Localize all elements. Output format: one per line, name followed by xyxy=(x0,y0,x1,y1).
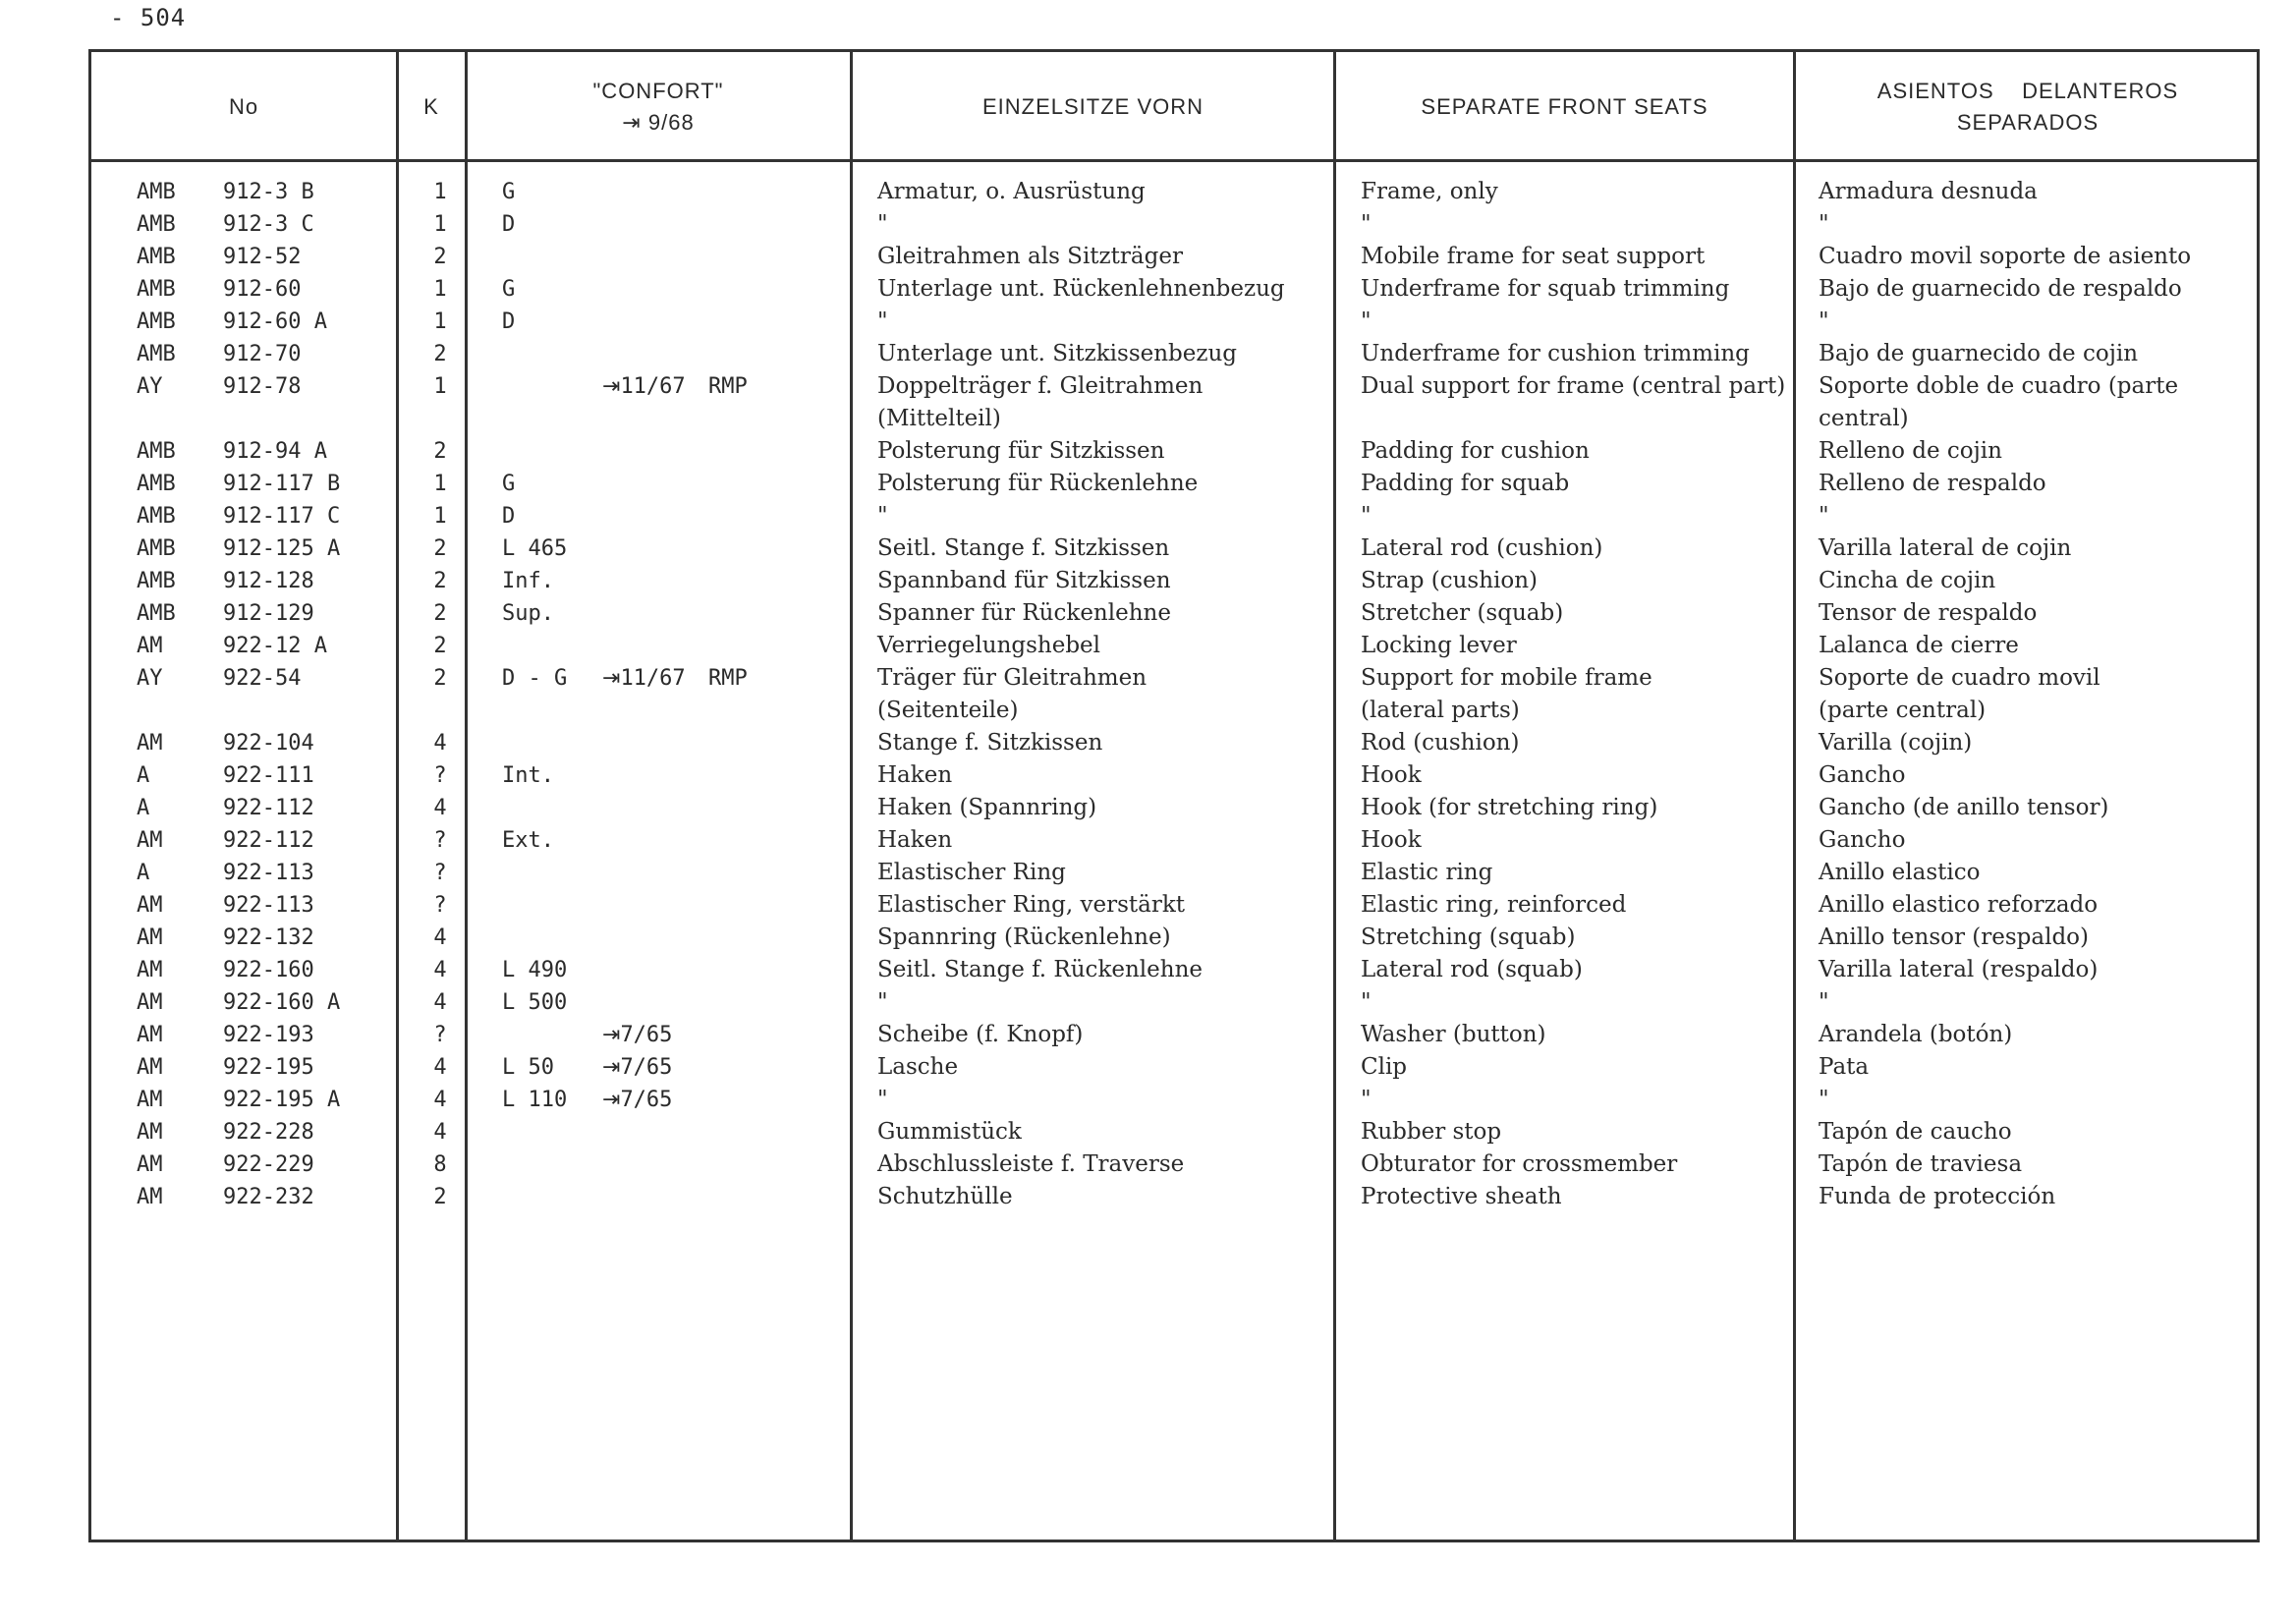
part-prefix: AM xyxy=(137,1185,163,1209)
table-row xyxy=(91,922,2257,954)
english-description: Protective sheath xyxy=(1361,1184,1562,1209)
quantity-k: 2 xyxy=(433,245,447,269)
english-description: Lateral rod (squab) xyxy=(1361,957,1583,982)
quantity-k: 1 xyxy=(433,309,447,334)
german-description: " xyxy=(877,211,888,237)
part-prefix: AMB xyxy=(137,342,176,366)
part-number: 922-113 xyxy=(223,893,314,918)
part-number: 922-112 xyxy=(223,796,314,820)
quantity-k: 4 xyxy=(433,1055,447,1080)
table-row xyxy=(91,695,2257,727)
part-number: 922-195 xyxy=(223,1055,314,1080)
confort-note: G xyxy=(502,180,516,204)
german-description: Elastischer Ring xyxy=(877,860,1066,885)
part-number: 912-94 A xyxy=(223,439,327,464)
part-prefix: AM xyxy=(137,1152,163,1177)
german-description: Spannband für Sitzkissen xyxy=(877,568,1171,593)
arrow-reference-icon: ⇥ xyxy=(602,666,621,691)
page-number: - 504 xyxy=(110,4,187,31)
confort-note: D xyxy=(502,504,516,529)
part-number: 912-129 xyxy=(223,601,314,626)
german-description: Polsterung für Sitzkissen xyxy=(877,438,1165,464)
part-number: 922-193 xyxy=(223,1023,314,1047)
english-description: Stretcher (squab) xyxy=(1361,600,1564,626)
english-description: " xyxy=(1361,1087,1372,1112)
spanish-description: Tensor de respaldo xyxy=(1819,600,2038,626)
table-row xyxy=(91,1148,2257,1181)
english-description: Stretching (squab) xyxy=(1361,924,1576,950)
german-description: Abschlussleiste f. Traverse xyxy=(877,1151,1185,1177)
part-number: 922-195 A xyxy=(223,1088,341,1112)
header-spanish-line1: ASIENTOS DELANTEROS xyxy=(1876,79,2179,103)
spanish-description: Varilla (cojin) xyxy=(1819,730,1973,756)
german-description: Spanner für Rückenlehne xyxy=(877,600,1171,626)
english-description: Hook xyxy=(1361,827,1422,853)
german-description: " xyxy=(877,503,888,529)
german-description: Gummistück xyxy=(877,1119,1022,1145)
spanish-description: Anillo elastico xyxy=(1819,860,1981,885)
quantity-k: 2 xyxy=(433,666,447,691)
german-description: Gleitrahmen als Sitzträger xyxy=(877,244,1183,269)
english-description: Elastic ring, reinforced xyxy=(1361,892,1627,918)
reference-date-value: 7/65 xyxy=(620,1088,673,1112)
part-prefix: AMB xyxy=(137,504,176,529)
part-prefix: AM xyxy=(137,731,163,756)
english-description: Elastic ring xyxy=(1361,860,1493,885)
header-spanish-line2: SEPARADOS xyxy=(1956,110,2100,135)
part-number: 922-104 xyxy=(223,731,314,756)
quantity-k: ? xyxy=(433,893,447,918)
english-description: Mobile frame for seat support xyxy=(1361,244,1706,269)
spanish-description: Bajo de guarnecido de cojin xyxy=(1819,341,2139,366)
header-confort-ref: 9/68 xyxy=(647,110,695,135)
part-number: 922-12 A xyxy=(223,634,327,658)
spanish-description: " xyxy=(1819,1087,1829,1112)
quantity-k: 4 xyxy=(433,731,447,756)
table-row xyxy=(91,403,2257,435)
part-number: 912-117 C xyxy=(223,504,341,529)
part-number: 912-78 xyxy=(223,374,302,399)
german-description: Haken (Spannring) xyxy=(877,795,1097,820)
header-confort xyxy=(467,52,850,162)
quantity-k: 4 xyxy=(433,1120,447,1145)
confort-note: Inf. xyxy=(502,569,554,593)
spanish-description: Anillo elastico reforzado xyxy=(1819,892,2099,918)
part-number: 922-111 xyxy=(223,763,314,788)
reference-date xyxy=(602,1051,672,1084)
spanish-description: Relleno de respaldo xyxy=(1819,471,2046,496)
german-description: Seitl. Stange f. Sitzkissen xyxy=(877,535,1170,561)
header-k xyxy=(398,52,465,162)
german-description: Unterlage unt. Sitzkissenbezug xyxy=(877,341,1238,366)
spanish-description: Gancho xyxy=(1819,762,1906,788)
part-number: 912-52 xyxy=(223,245,302,269)
spanish-description: Anillo tensor (respaldo) xyxy=(1819,924,2089,950)
english-description: Frame, only xyxy=(1361,179,1498,204)
confort-note: D xyxy=(502,212,516,237)
spanish-description: Cuadro movil soporte de asiento xyxy=(1819,244,2192,269)
english-description: Strap (cushion) xyxy=(1361,568,1539,593)
part-number: 922-229 xyxy=(223,1152,314,1177)
reference-date xyxy=(602,1019,672,1051)
table-row xyxy=(91,500,2257,532)
rmp-note: RMP xyxy=(708,374,748,399)
spanish-description: " xyxy=(1819,308,1829,334)
parts-table xyxy=(88,49,2260,1542)
english-description: " xyxy=(1361,989,1372,1015)
quantity-k: 4 xyxy=(433,958,447,982)
table-row xyxy=(91,824,2257,857)
german-description: Lasche xyxy=(877,1054,959,1080)
part-prefix: AM xyxy=(137,893,163,918)
header-confort-ref-line xyxy=(622,110,694,136)
quantity-k: 2 xyxy=(433,536,447,561)
quantity-k: 1 xyxy=(433,504,447,529)
table-row xyxy=(91,468,2257,500)
reference-date xyxy=(602,1084,672,1116)
english-description: Clip xyxy=(1361,1054,1408,1080)
english-description: Lateral rod (cushion) xyxy=(1361,535,1603,561)
german-description: Haken xyxy=(877,827,953,853)
part-number: 912-117 B xyxy=(223,472,341,496)
german-description: Scheibe (f. Knopf) xyxy=(877,1022,1084,1047)
table-row xyxy=(91,435,2257,468)
header-german xyxy=(853,52,1333,162)
reference-date-value: 11/67 xyxy=(620,666,686,691)
english-description: Locking lever xyxy=(1361,633,1517,658)
quantity-k: 8 xyxy=(433,1152,447,1177)
english-description: Underframe for squab trimming xyxy=(1361,276,1730,302)
confort-note: L 490 xyxy=(502,958,568,982)
english-description: Obturator for crossmember xyxy=(1361,1151,1678,1177)
part-prefix: AMB xyxy=(137,439,176,464)
quantity-k: 2 xyxy=(433,569,447,593)
quantity-k: ? xyxy=(433,1023,447,1047)
reference-date-value: 7/65 xyxy=(620,1023,673,1047)
spanish-description: (parte central) xyxy=(1819,698,1987,723)
table-row xyxy=(91,565,2257,597)
reference-date-value: 11/67 xyxy=(620,374,686,399)
part-prefix: AY xyxy=(137,374,163,399)
header-english-label: SEPARATE FRONT SEATS xyxy=(1421,94,1708,119)
english-description: " xyxy=(1361,211,1372,237)
quantity-k: 1 xyxy=(433,212,447,237)
header-german-label: EINZELSITZE VORN xyxy=(981,94,1204,119)
spanish-description: Tapón de caucho xyxy=(1819,1119,2012,1145)
arrow-reference-icon: ⇥ xyxy=(602,1055,621,1080)
confort-note: G xyxy=(502,472,516,496)
quantity-k: ? xyxy=(433,763,447,788)
quantity-k: 2 xyxy=(433,1185,447,1209)
part-prefix: AM xyxy=(137,1088,163,1112)
table-row xyxy=(91,727,2257,759)
spanish-description: Lalanca de cierre xyxy=(1819,633,2019,658)
part-prefix: AMB xyxy=(137,180,176,204)
english-description: (lateral parts) xyxy=(1361,698,1520,723)
english-description: Rubber stop xyxy=(1361,1119,1502,1145)
table-row xyxy=(91,954,2257,986)
table-row xyxy=(91,241,2257,273)
confort-note: G xyxy=(502,277,516,302)
spanish-description: Armadura desnuda xyxy=(1819,179,2038,204)
english-description: Dual support for frame (central part) xyxy=(1361,373,1786,399)
german-description: (Seitenteile) xyxy=(877,698,1019,723)
english-description: Underframe for cushion trimming xyxy=(1361,341,1750,366)
quantity-k: 2 xyxy=(433,601,447,626)
confort-note: L 50 xyxy=(502,1055,554,1080)
part-prefix: AM xyxy=(137,634,163,658)
rmp-note: RMP xyxy=(708,666,748,691)
part-prefix: AMB xyxy=(137,212,176,237)
table-row xyxy=(91,306,2257,338)
part-prefix: AM xyxy=(137,1055,163,1080)
part-number: 922-132 xyxy=(223,925,314,950)
part-prefix: AM xyxy=(137,1120,163,1145)
part-number: 922-113 xyxy=(223,861,314,885)
quantity-k: 2 xyxy=(433,439,447,464)
spanish-description: " xyxy=(1819,989,1829,1015)
quantity-k: 1 xyxy=(433,374,447,399)
reference-date-value: 7/65 xyxy=(620,1055,673,1080)
german-description: Schutzhülle xyxy=(877,1184,1013,1209)
german-description: " xyxy=(877,1087,888,1112)
part-number: 912-125 A xyxy=(223,536,341,561)
confort-note: Sup. xyxy=(502,601,554,626)
part-prefix: AMB xyxy=(137,569,176,593)
part-number: 922-112 xyxy=(223,828,314,853)
part-prefix: AMB xyxy=(137,245,176,269)
part-number: 922-228 xyxy=(223,1120,314,1145)
table-row xyxy=(91,1019,2257,1051)
table-row xyxy=(91,1084,2257,1116)
quantity-k: 2 xyxy=(433,342,447,366)
german-description: Träger für Gleitrahmen xyxy=(877,665,1148,691)
german-description: Armatur, o. Ausrüstung xyxy=(877,179,1146,204)
part-prefix: AM xyxy=(137,828,163,853)
spanish-description: Gancho xyxy=(1819,827,1906,853)
table-row xyxy=(91,176,2257,208)
confort-note: L 500 xyxy=(502,990,568,1015)
part-number: 912-60 xyxy=(223,277,302,302)
table-row xyxy=(91,338,2257,370)
spanish-description: Relleno de cojin xyxy=(1819,438,2002,464)
header-spanish xyxy=(1796,52,2260,162)
part-number: 912-3 C xyxy=(223,212,314,237)
part-number: 922-160 A xyxy=(223,990,341,1015)
quantity-k: 4 xyxy=(433,925,447,950)
part-prefix: AM xyxy=(137,958,163,982)
part-prefix: AMB xyxy=(137,601,176,626)
spanish-description: Varilla lateral (respaldo) xyxy=(1819,957,2099,982)
table-row xyxy=(91,857,2257,889)
table-row xyxy=(91,1051,2257,1084)
confort-note: L 110 xyxy=(502,1088,568,1112)
spanish-description: " xyxy=(1819,211,1829,237)
english-description: Hook (for stretching ring) xyxy=(1361,795,1658,820)
part-number: 912-70 xyxy=(223,342,302,366)
german-description: Elastischer Ring, verstärkt xyxy=(877,892,1186,918)
part-prefix: AM xyxy=(137,990,163,1015)
table-row xyxy=(91,273,2257,306)
part-prefix: AM xyxy=(137,1023,163,1047)
german-description: (Mittelteil) xyxy=(877,406,1001,431)
german-description: " xyxy=(877,989,888,1015)
confort-note: D - G xyxy=(502,666,568,691)
german-description: Polsterung für Rückenlehne xyxy=(877,471,1199,496)
table-row xyxy=(91,370,2257,403)
table-row xyxy=(91,532,2257,565)
header-confort-label: "CONFORT" xyxy=(592,79,724,103)
table-row xyxy=(91,597,2257,630)
part-prefix: AM xyxy=(137,925,163,950)
confort-note: Int. xyxy=(502,763,554,788)
part-prefix: AMB xyxy=(137,277,176,302)
part-number: 912-60 A xyxy=(223,309,327,334)
spanish-description: central) xyxy=(1819,406,1909,431)
german-description: Haken xyxy=(877,762,953,788)
english-description: Washer (button) xyxy=(1361,1022,1546,1047)
english-description: " xyxy=(1361,503,1372,529)
table-row xyxy=(91,759,2257,792)
english-description: Rod (cushion) xyxy=(1361,730,1520,756)
quantity-k: 2 xyxy=(433,634,447,658)
table-row xyxy=(91,889,2257,922)
spanish-description: " xyxy=(1819,503,1829,529)
part-prefix: A xyxy=(137,861,150,885)
part-number: 912-128 xyxy=(223,569,314,593)
english-description: " xyxy=(1361,308,1372,334)
table-row xyxy=(91,630,2257,662)
part-number: 922-232 xyxy=(223,1185,314,1209)
part-prefix: AMB xyxy=(137,472,176,496)
quantity-k: 1 xyxy=(433,180,447,204)
spanish-description: Gancho (de anillo tensor) xyxy=(1819,795,2109,820)
spanish-description: Soporte de cuadro movil xyxy=(1819,665,2100,691)
table-row xyxy=(91,986,2257,1019)
reference-date xyxy=(602,370,686,403)
quantity-k: 4 xyxy=(433,1088,447,1112)
table-row xyxy=(91,792,2257,824)
part-prefix: AY xyxy=(137,666,163,691)
table-row xyxy=(91,1181,2257,1213)
part-prefix: AMB xyxy=(137,309,176,334)
spanish-description: Varilla lateral de cojin xyxy=(1819,535,2072,561)
german-description: " xyxy=(877,308,888,334)
quantity-k: ? xyxy=(433,861,447,885)
confort-note: D xyxy=(502,309,516,334)
spanish-description: Funda de protección xyxy=(1819,1184,2056,1209)
arrow-reference-icon: ⇥ xyxy=(622,111,642,136)
part-prefix: AMB xyxy=(137,536,176,561)
german-description: Spannring (Rückenlehne) xyxy=(877,924,1171,950)
german-description: Verriegelungshebel xyxy=(877,633,1101,658)
german-description: Unterlage unt. Rückenlehnenbezug xyxy=(877,276,1285,302)
arrow-reference-icon: ⇥ xyxy=(602,1023,621,1047)
spanish-description: Tapón de traviesa xyxy=(1819,1151,2023,1177)
english-description: Padding for cushion xyxy=(1361,438,1590,464)
spanish-description: Arandela (botón) xyxy=(1819,1022,2013,1047)
header-english xyxy=(1336,52,1793,162)
arrow-reference-icon: ⇥ xyxy=(602,1088,621,1112)
table-row xyxy=(91,662,2257,695)
spanish-description: Soporte doble de cuadro (parte xyxy=(1819,373,2179,399)
table-row xyxy=(91,1116,2257,1148)
part-number: 912-3 B xyxy=(223,180,314,204)
part-prefix: A xyxy=(137,796,150,820)
german-description: Stange f. Sitzkissen xyxy=(877,730,1103,756)
confort-note: Ext. xyxy=(502,828,554,853)
spanish-description: Bajo de guarnecido de respaldo xyxy=(1819,276,2182,302)
quantity-k: 4 xyxy=(433,990,447,1015)
german-description: Seitl. Stange f. Rückenlehne xyxy=(877,957,1204,982)
english-description: Hook xyxy=(1361,762,1422,788)
table-row xyxy=(91,208,2257,241)
part-prefix: A xyxy=(137,763,150,788)
header-no xyxy=(91,52,396,162)
header-no-label: No xyxy=(228,94,259,119)
part-number: 922-160 xyxy=(223,958,314,982)
spanish-description: Cincha de cojin xyxy=(1819,568,1996,593)
confort-note: L 465 xyxy=(502,536,568,561)
quantity-k: 4 xyxy=(433,796,447,820)
quantity-k: ? xyxy=(433,828,447,853)
table-header xyxy=(91,52,2257,162)
english-description: Support for mobile frame xyxy=(1361,665,1652,691)
arrow-reference-icon: ⇥ xyxy=(602,374,621,399)
german-description: Doppelträger f. Gleitrahmen xyxy=(877,373,1204,399)
spanish-description: Pata xyxy=(1819,1054,1870,1080)
part-number: 922-54 xyxy=(223,666,302,691)
quantity-k: 1 xyxy=(433,472,447,496)
reference-date xyxy=(602,662,686,695)
english-description: Padding for squab xyxy=(1361,471,1570,496)
header-k-label: K xyxy=(423,94,439,119)
quantity-k: 1 xyxy=(433,277,447,302)
